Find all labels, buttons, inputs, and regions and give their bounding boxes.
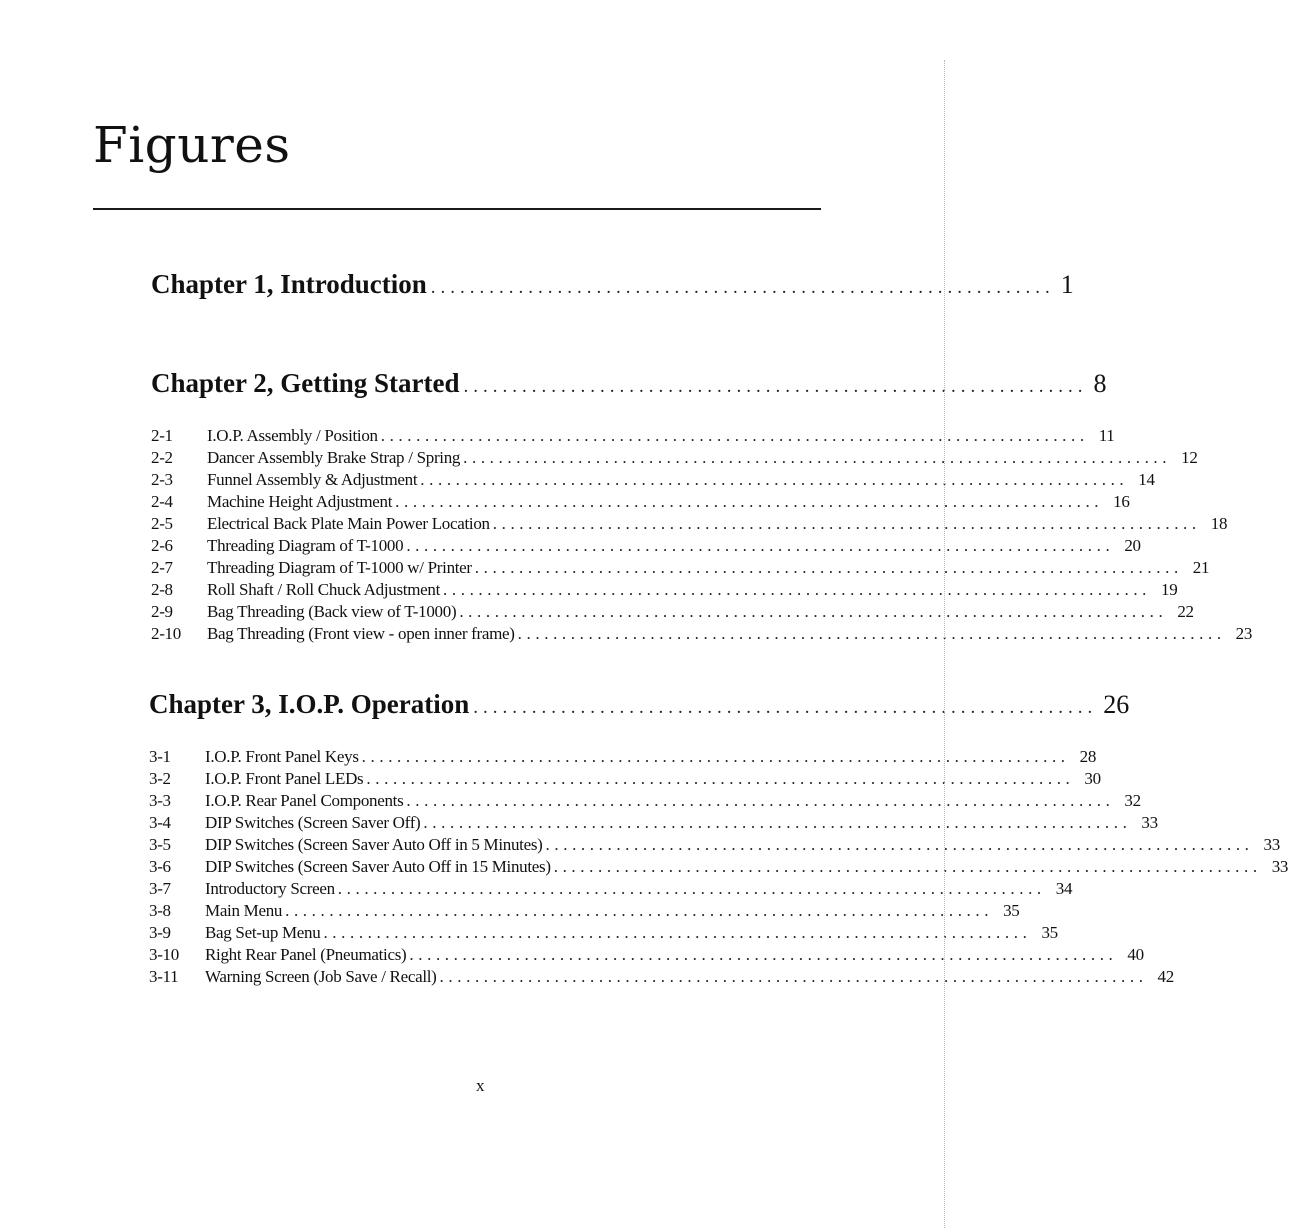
dot-leader: ................................................................................ xyxy=(285,901,994,920)
figure-title: Bag Threading (Back view of T-1000) xyxy=(207,602,457,621)
figure-number: 3-10 xyxy=(149,945,179,964)
dot-leader: ................................................................................ xyxy=(463,448,1172,467)
figure-entry xyxy=(149,900,1020,922)
figure-entry xyxy=(151,513,1228,535)
figure-title: Threading Diagram of T-1000 w/ Printer xyxy=(207,558,472,577)
figure-entry xyxy=(149,812,1158,834)
dot-leader: ................................................................................ xyxy=(406,536,1115,555)
dot-leader: ................................................................................ xyxy=(337,879,1046,898)
dot-leader: ................................................................................ xyxy=(443,580,1152,599)
chapter-2-section xyxy=(151,367,1253,645)
figure-page-number: 42 xyxy=(1157,967,1174,986)
figure-number: 3-7 xyxy=(149,879,171,898)
figure-page-number: 35 xyxy=(1041,923,1058,942)
figure-number: 2-1 xyxy=(151,426,173,445)
figure-page-number: 16 xyxy=(1113,492,1130,511)
figure-number: 2-9 xyxy=(151,602,173,621)
figure-page-number: 33 xyxy=(1263,835,1280,854)
figure-title: Funnel Assembly & Adjustment xyxy=(207,470,418,489)
dot-leader: ................................................................................ xyxy=(380,426,1089,445)
figure-entry xyxy=(151,447,1198,469)
figure-page-number: 35 xyxy=(1003,901,1020,920)
figure-page-number: 34 xyxy=(1055,879,1073,898)
dot-leader: ................................................................................ xyxy=(420,470,1129,489)
figure-number: 3-2 xyxy=(149,769,171,788)
figure-title: Electrical Back Plate Main Power Location xyxy=(207,514,490,533)
chapter-title: Chapter 2, Getting Started xyxy=(151,368,460,398)
figure-number: 2-8 xyxy=(151,580,173,599)
figure-page-number: 21 xyxy=(1192,558,1210,577)
figure-entry xyxy=(149,944,1144,966)
chapter-title: Chapter 1, Introduction xyxy=(151,269,427,299)
figure-number: 2-5 xyxy=(151,514,173,533)
figure-number: 3-1 xyxy=(149,747,171,766)
dot-leader: ................................................................................ xyxy=(366,769,1075,788)
figure-entry xyxy=(149,746,1097,768)
figure-page-number: 12 xyxy=(1181,448,1198,467)
figure-number: 3-3 xyxy=(149,791,171,810)
dot-leader: ................................................................................ xyxy=(323,923,1032,942)
dot-leader: ................................................................ xyxy=(463,376,1088,397)
chapter-heading xyxy=(149,688,1130,724)
figure-number: 2-6 xyxy=(151,536,173,555)
figure-page-number: 19 xyxy=(1161,580,1178,599)
figure-entry xyxy=(149,966,1174,988)
figure-number: 3-8 xyxy=(149,901,171,920)
figure-entry xyxy=(151,425,1115,447)
figure-page-number: 33 xyxy=(1141,813,1158,832)
figure-number: 3-6 xyxy=(149,857,171,876)
figure-number: 2-10 xyxy=(151,624,181,643)
dot-leader: ................................................................................ xyxy=(423,813,1132,832)
figure-title: Main Menu xyxy=(205,901,283,920)
figure-number: 3-5 xyxy=(149,835,171,854)
figure-title: DIP Switches (Screen Saver Auto Off in 5 Minutes) xyxy=(205,835,543,854)
dot-leader: ................................................................................ xyxy=(459,602,1168,621)
dot-leader: ................................................................................ xyxy=(553,857,1262,876)
figure-number: 2-3 xyxy=(151,470,173,489)
figure-entry xyxy=(149,768,1101,790)
figure-page-number: 23 xyxy=(1235,624,1253,643)
dot-leader: ................................................................................ xyxy=(474,558,1183,577)
figure-entry xyxy=(149,922,1058,944)
dot-leader: ................................................................................ xyxy=(361,747,1070,766)
figure-entry xyxy=(151,557,1210,579)
chapter-page-number: 8 xyxy=(1093,369,1107,398)
figure-entry xyxy=(151,601,1194,623)
figure-page-number: 20 xyxy=(1124,536,1141,555)
figure-title: Machine Height Adjustment xyxy=(207,492,393,511)
figure-number: 3-9 xyxy=(149,923,171,942)
figure-title: I.O.P. Front Panel LEDs xyxy=(205,769,364,788)
chapter-page-number: 26 xyxy=(1103,690,1130,719)
chapter-3-section xyxy=(149,688,1289,988)
figure-number: 2-2 xyxy=(151,448,173,467)
dot-leader: ................................................................................ xyxy=(406,791,1115,810)
dot-leader: ................................................................................ xyxy=(395,492,1104,511)
figure-entry xyxy=(151,623,1253,645)
dot-leader: ................................................................................ xyxy=(439,967,1148,986)
scan-edge-line xyxy=(944,60,945,1228)
figure-title: Roll Shaft / Roll Chuck Adjustment xyxy=(207,580,441,599)
figure-number: 2-7 xyxy=(151,558,173,577)
figure-page-number: 30 xyxy=(1084,769,1101,788)
chapter-heading xyxy=(151,367,1107,403)
figure-list xyxy=(149,746,1289,988)
figure-title: Right Rear Panel (Pneumatics) xyxy=(205,945,407,964)
figure-entry xyxy=(151,535,1141,557)
figure-entry xyxy=(149,856,1289,878)
chapter-title: Chapter 3, I.O.P. Operation xyxy=(149,689,470,719)
dot-leader: ................................................................................ xyxy=(492,514,1201,533)
figure-page-number: 11 xyxy=(1098,426,1115,445)
figure-entry xyxy=(151,579,1178,601)
figure-page-number: 22 xyxy=(1177,602,1194,621)
figure-title: I.O.P. Assembly / Position xyxy=(207,426,378,445)
figure-entry xyxy=(151,469,1155,491)
figure-page-number: 40 xyxy=(1127,945,1144,964)
figure-page-number: 18 xyxy=(1210,514,1228,533)
figure-number: 3-4 xyxy=(149,813,171,832)
page-title: Figures xyxy=(93,116,291,174)
figure-entry xyxy=(149,878,1073,900)
figure-page-number: 33 xyxy=(1271,857,1289,876)
figure-entry xyxy=(149,834,1280,856)
figure-page-number: 14 xyxy=(1138,470,1155,489)
dot-leader: ................................................................ xyxy=(430,277,1055,298)
figure-page-number: 28 xyxy=(1079,747,1097,766)
figure-title: Bag Set-up Menu xyxy=(205,923,321,942)
chapter-1-section xyxy=(151,268,1074,304)
figure-title: DIP Switches (Screen Saver Auto Off in 15 Minutes) xyxy=(205,857,551,876)
figure-title: Introductory Screen xyxy=(205,879,335,898)
figure-title: Dancer Assembly Brake Strap / Spring xyxy=(207,448,461,467)
figure-title: I.O.P. Rear Panel Components xyxy=(205,791,404,810)
figure-title: DIP Switches (Screen Saver Off) xyxy=(205,813,421,832)
figure-title: Bag Threading (Front view - open inner frame) xyxy=(207,624,515,643)
figure-list xyxy=(151,425,1253,645)
dot-leader: ................................................................................ xyxy=(545,835,1254,854)
dot-leader: ................................................................ xyxy=(473,697,1098,718)
figure-entry xyxy=(149,790,1141,812)
figure-title: I.O.P. Front Panel Keys xyxy=(205,747,359,766)
chapter-page-number: 1 xyxy=(1060,270,1074,299)
page-number-footer: x xyxy=(476,1076,485,1095)
title-divider xyxy=(93,208,821,210)
dot-leader: ................................................................................ xyxy=(409,945,1118,964)
figure-entry xyxy=(151,491,1130,513)
figure-number: 3-11 xyxy=(149,967,179,986)
figure-title: Threading Diagram of T-1000 xyxy=(207,536,404,555)
figure-page-number: 32 xyxy=(1124,791,1141,810)
chapter-heading xyxy=(151,268,1074,304)
dot-leader: ................................................................................ xyxy=(517,624,1226,643)
figure-number: 2-4 xyxy=(151,492,173,511)
figure-title: Warning Screen (Job Save / Recall) xyxy=(205,967,437,986)
